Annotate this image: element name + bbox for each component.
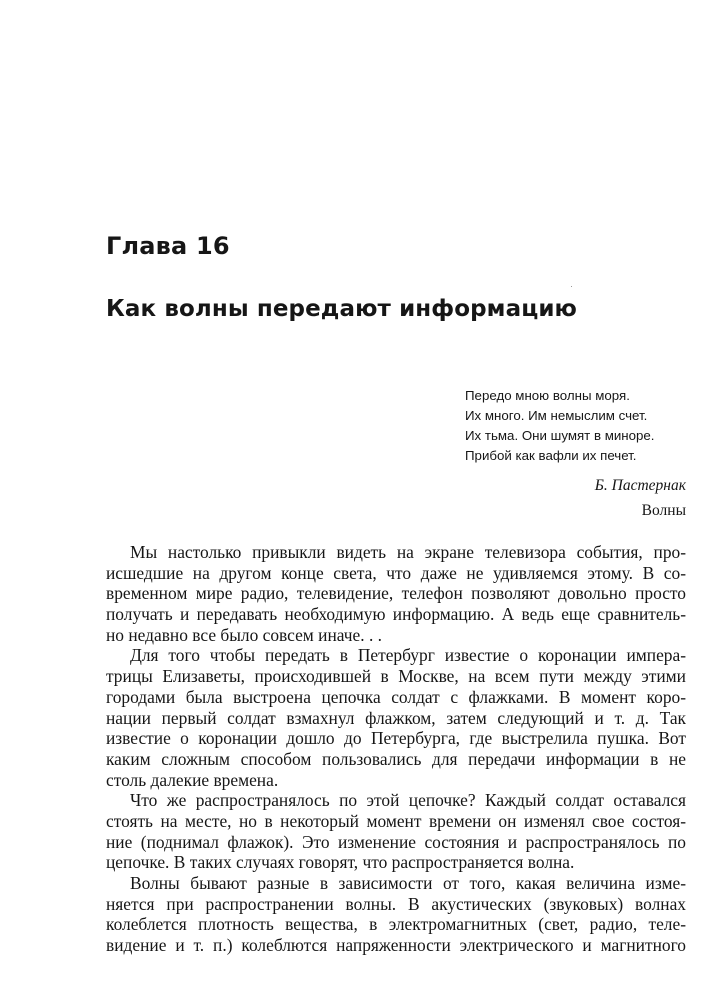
body-line: Волны бывают разные в зависимости от того, какая величина изме- <box>130 873 686 893</box>
body-line: стоять на месте, но в некоторый момент времени он изменял свое состоя- <box>106 810 686 831</box>
epigraph <box>465 386 655 466</box>
body-line: столь далекие времена. <box>106 769 279 790</box>
body-line: известие о коронации дошло до Петербурга, где выстрелила пушка. Вот <box>106 728 686 749</box>
epigraph-line: Прибой как вафли их печет. <box>465 448 637 463</box>
body-line: нации первый солдат взмахнул флажком, затем следующий и т. д. Так <box>106 707 686 728</box>
body-line: Что же распространялось по этой цепочке? Каждый солдат оставался <box>130 790 686 811</box>
body-line: каким сложным способом пользовались для передачи информации в не <box>106 748 686 769</box>
body-line: ние (поднимал флажок). Это изменение состояния и распространялось по <box>106 831 686 852</box>
body-line: городами была выстроена цепочка солдат с флажками. В момент коро- <box>106 686 686 707</box>
body-line: трицы Елизаветы, происходившей в Москве, на всем пути между этими <box>106 666 686 687</box>
body-line: няется при распространении волны. В акустических (звуковых) волнах <box>106 893 686 914</box>
body-line: Мы настолько привыкли видеть на экране телевизора события, про- <box>130 542 686 562</box>
body-line: получать и передавать необходимую информацию. А ведь еще сравнитель- <box>106 604 686 625</box>
body-line: временном мире радио, телевидение, телефон позволяют довольно просто <box>106 583 686 604</box>
chapter-title: Как волны передают информацию <box>106 296 578 322</box>
chapter-label: Глава 16 <box>106 232 230 260</box>
body-line: колеблется плотность вещества, в электромагнитных (свет, радио, теле- <box>106 914 686 935</box>
scan-speck <box>571 286 572 287</box>
epigraph-author: Б. Пастернак <box>594 477 686 494</box>
body-line: видение и т. п.) колеблются напряженности электрического и магнитного <box>106 935 686 956</box>
epigraph-line: Передо мною волны моря. <box>465 388 630 403</box>
body-line: Для того чтобы передать в Петербург известие о коронации импера- <box>130 645 686 666</box>
body-line: исшедшие на другом конце света, что даже не удивляемся этому. В со- <box>106 562 686 583</box>
body-line: но недавно все было совсем иначе. . . <box>106 624 382 645</box>
body-text <box>106 542 686 956</box>
epigraph-line: Их тьма. Они шумят в миноре. <box>465 428 655 443</box>
epigraph-source: Волны <box>641 502 686 519</box>
epigraph-line: Их много. Им немыслим счет. <box>465 408 648 423</box>
body-line: цепочке. В таких случаях говорят, что распространяется волна. <box>106 852 575 873</box>
